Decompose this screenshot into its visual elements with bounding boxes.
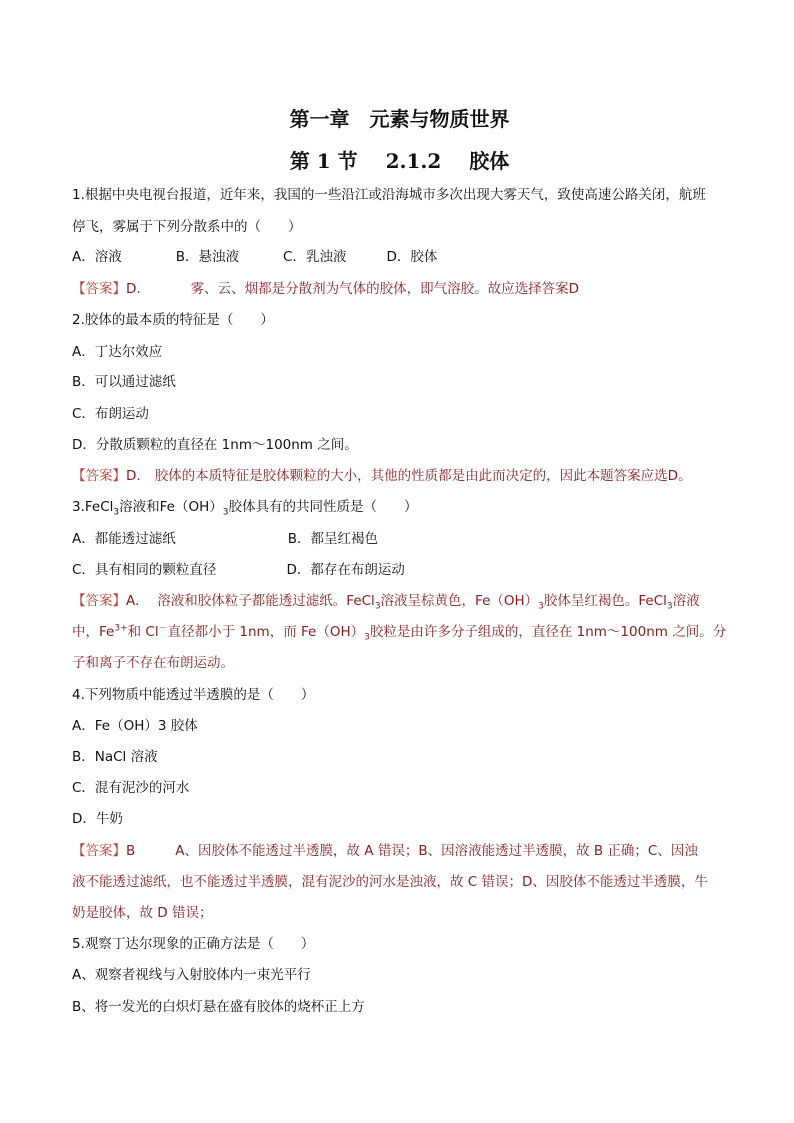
q4-answer-tag: 【答案】 [72, 843, 126, 859]
q3-answer-text-1c: 胶体呈红褐色。FeCl [543, 593, 667, 609]
q3-answer-text-1d: 溶液 [672, 593, 700, 609]
q3-stem-sub1: 3 [113, 507, 120, 518]
q3-stem-part1: 3.FeCl [72, 499, 114, 515]
q2-option-c: C．布朗运动 [72, 406, 149, 422]
q3-answer-tag: 【答案】 [72, 593, 126, 609]
q5-option-a: A、观察者视线与入射胶体内一束光平行 [72, 967, 311, 983]
q3-answer-sub-2: 3 [538, 601, 544, 612]
q3-option-b: B．都呈红褐色 [287, 531, 379, 547]
q4-option-b: B．NaCl 溶液 [72, 749, 158, 765]
q3-answer-line3: 子和离子不存在布朗运动。 [72, 655, 234, 671]
q3-option-a: A．都能透过滤纸 [72, 531, 176, 547]
q1-stem-line2: 停飞，雾属于下列分散系中的（ ） [72, 219, 302, 235]
q2-option-a: A．丁达尔效应 [72, 344, 163, 360]
section-title [72, 145, 727, 174]
q3-answer-text-1b: 溶液呈棕黄色，Fe（OH） [380, 593, 539, 609]
q1-answer-tag: 【答案】 [72, 281, 126, 297]
q1-answer-choice: D. [126, 281, 141, 297]
q3-answer-sub-4: 3 [364, 632, 370, 643]
q3-answer-sub-1: 3 [374, 601, 381, 612]
q3-options-row2 [72, 561, 405, 579]
q1-option-d: D．胶体 [386, 249, 438, 265]
q3-answer-line1 [72, 592, 700, 610]
q4-answer-line2: 液不能透过滤纸，也不能透过半透膜，混有泥沙的河水是浊液，故 C 错误；D、因胶体不能透过半透膜，牛 [72, 874, 708, 890]
q3-answer-sub-3: 3 [666, 601, 673, 612]
q1-option-c: C．乳浊液 [283, 249, 347, 265]
section-topic: 胶体 [469, 149, 510, 173]
chapter-title: 第一章 元素与物质世界 [289, 107, 510, 131]
q2-option-d: D．分散质颗粒的直径在 1nm～100nm 之间。 [72, 437, 358, 453]
q2-answer-text: 胶体的本质特征是胶体颗粒的大小，其他的性质都是由此而决定的，因此本题答案应选D。 [154, 468, 692, 484]
q2-answer-choice: D. [126, 468, 141, 484]
q4-answer-choice: B [126, 843, 136, 859]
q3-answer-choice: A. [126, 593, 140, 609]
q1-option-b: B．悬浊液 [175, 249, 240, 265]
q3-option-c: C．具有相同的颗粒直径 [72, 562, 217, 578]
q1-options [72, 248, 437, 266]
q2-answer-tag: 【答案】 [72, 468, 126, 484]
q3-stem-part2: 溶液和Fe（OH） [119, 499, 223, 515]
q3-answer-text-2c: 直径都小于 1nm，而 Fe（OH） [167, 624, 365, 640]
q2-stem: 2.胶体的最本质的特征是（ ） [72, 312, 274, 328]
q3-options-row1 [72, 530, 378, 548]
section-number: 2.1.2 [385, 149, 442, 173]
q2-option-b: B．可以通过滤纸 [72, 374, 176, 390]
q3-answer-text-1a: 溶液和胶体粒子都能透过滤纸。FeCl [157, 593, 375, 609]
q3-answer-sup-2: － [158, 623, 168, 634]
section-label: 第 1 节 [289, 149, 358, 173]
q4-answer-text-1: A、因胶体不能透过半透膜，故 A 错误；B、因溶液能透过半透膜，故 B 正确；C、因浊 [175, 843, 698, 859]
q4-answer-line1 [72, 842, 698, 860]
q1-option-a: A．溶液 [72, 249, 122, 265]
q3-stem-sub2: 3 [222, 507, 229, 518]
q4-stem: 4.下列物质中能透过半透膜的是（ ） [72, 687, 315, 703]
q3-answer-text-2a: 中，Fe [72, 624, 115, 640]
q4-option-c: C．混有泥沙的河水 [72, 780, 190, 796]
q3-stem [72, 498, 417, 516]
q3-option-d: D．都存在布朗运动 [286, 562, 405, 578]
q1-answer [72, 280, 579, 298]
q4-option-a: A．Fe（OH）3 胶体 [72, 718, 198, 734]
q1-stem-line1: 1.根据中央电视台报道，近年来，我国的一些沿江或沿海城市多次出现大雾天气，致使高速公路关闭，航班 [72, 187, 706, 203]
q2-answer [72, 467, 692, 485]
q3-answer-sup-1: 3+ [114, 623, 128, 634]
q1-answer-text: 雾、云、烟都是分散剂为气体的胶体，即气溶胶。故应选择答案D [190, 281, 580, 297]
q3-answer-text-2b: 和 Cl [127, 624, 159, 640]
q5-option-b: B、将一发光的白炽灯悬在盛有胶体的烧杯正上方 [72, 999, 365, 1015]
q4-answer-line3: 奶是胶体，故 D 错误； [72, 905, 213, 921]
q5-stem: 5.观察丁达尔现象的正确方法是（ ） [72, 936, 315, 952]
q3-stem-part3: 胶体具有的共同性质是（ ） [228, 499, 418, 515]
q3-answer-text-2d: 胶粒是由许多分子组成的，直径在 1nm～100nm 之间。分 [369, 624, 727, 640]
q3-answer-line2 [72, 623, 726, 641]
q4-option-d: D．牛奶 [72, 811, 123, 827]
